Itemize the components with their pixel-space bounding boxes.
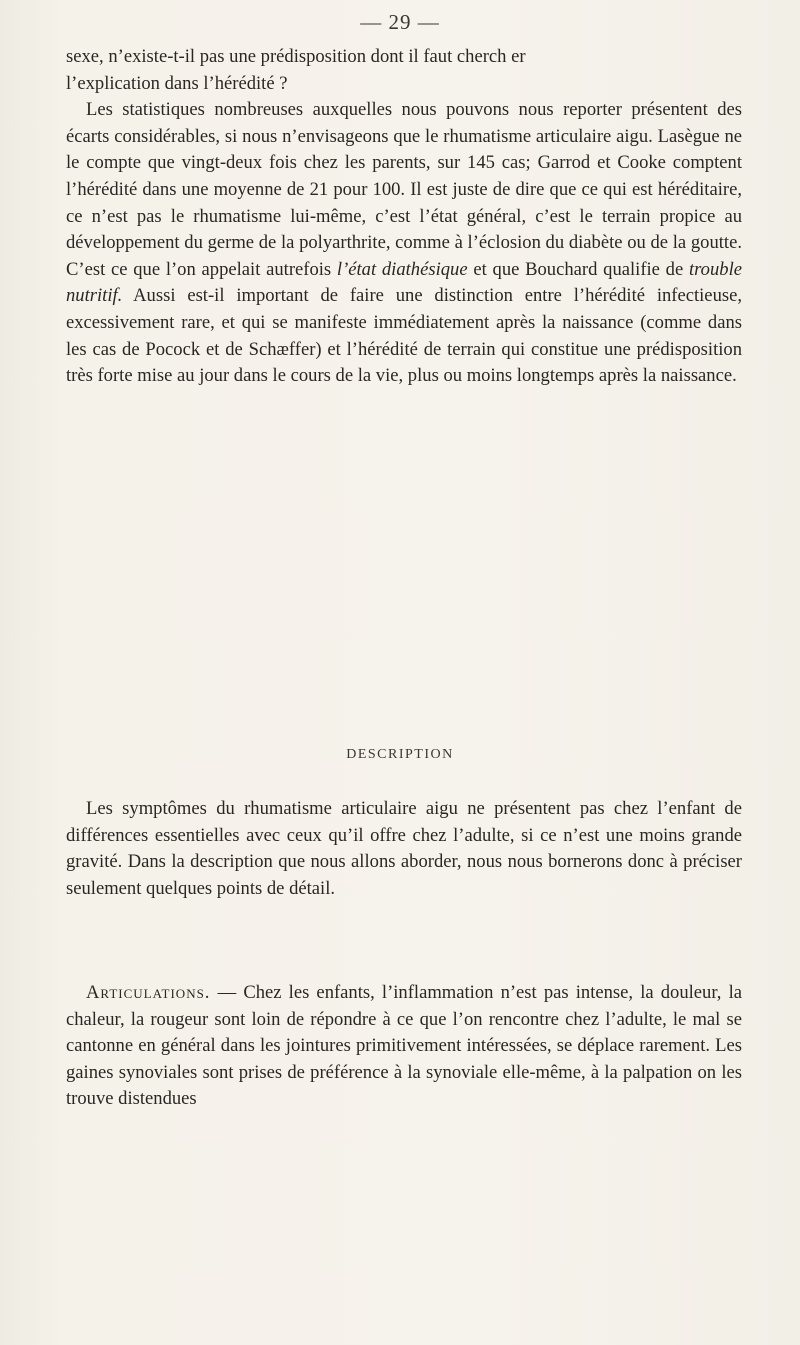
paragraph-articulations xyxy=(66,980,742,1113)
paragraph-continuation xyxy=(66,44,742,97)
section-heading: DESCRIPTION xyxy=(346,747,454,762)
paragraph-text: Aussi est-il important de faire une distinction entre l’hérédité infectieuse, excessivement rare, et qui se manifeste immédiatement après la naissance (comme dans les cas de Pocock et de Schæffer) et l’hérédité de terrain qui constitue une prédisposition très forte mise au jour dans le cours de la vie, plus ou moins longtemps après la naissance. xyxy=(66,285,742,387)
paragraph-text: Les statistiques nombreuses auxquelles nous pouvons nous reporter présentent des écarts considérables, si nous n’envisageons que le rhumatisme articulaire aigu. Lasègue ne le compte que vingt-deux fois chez les parents, sur 145 cas; Garrod et Cooke comptent l’hérédité dans une moyenne de 21 pour 100. Il est juste de dire que ce qui est héréditaire, ce n’est pas le rhumatisme lui-même, c’est l’état général, c’est le terrain propice au développement du germe de la polyarthrite, comme à l’éclosion du diabète ou de la goutte. C’est ce que l’on appelait autrefois xyxy=(66,99,742,280)
italic-term: l’état diathésique xyxy=(336,258,468,280)
page-number: — 29 — xyxy=(360,10,440,34)
body-text-top xyxy=(66,44,742,390)
body-text-articulations xyxy=(66,980,742,1113)
paragraph-line: sexe, n’existe-t-il pas une prédisposition dont il faut cherch er xyxy=(66,46,526,67)
paragraph-line: l’explication dans l’hérédité ? xyxy=(66,72,288,94)
body-text-description xyxy=(66,796,742,902)
paragraph-heredity xyxy=(66,97,742,390)
paragraph-symptoms: Les symptômes du rhumatisme articulaire aigu ne présentent pas chez l’enfant de différences essentielles avec ceux qu’il offre chez l’adulte, si ce n’est une moins grande gravité. Dans la description que nous allons aborder, nous nous bornerons donc à préciser seulement quelques points de détail. xyxy=(66,798,742,899)
paragraph-text: et que Bouchard qualifie de xyxy=(467,258,689,280)
paragraph-text: — Chez les enfants, l’inflammation n’est pas intense, la douleur, la chaleur, la rougeur sont loin de répondre à ce que l’on rencontre chez l’adulte, le mal se cantonne en général dans les jointures primitivement intéressées, se déplace rarement. Les gaines synoviales sont prises de préférence à la synoviale elle-même, à la palpation on les trouve distendues xyxy=(66,982,742,1110)
italic-term: trouble nutritif. xyxy=(66,258,742,307)
subsection-lead: Articulations. xyxy=(86,982,211,1003)
